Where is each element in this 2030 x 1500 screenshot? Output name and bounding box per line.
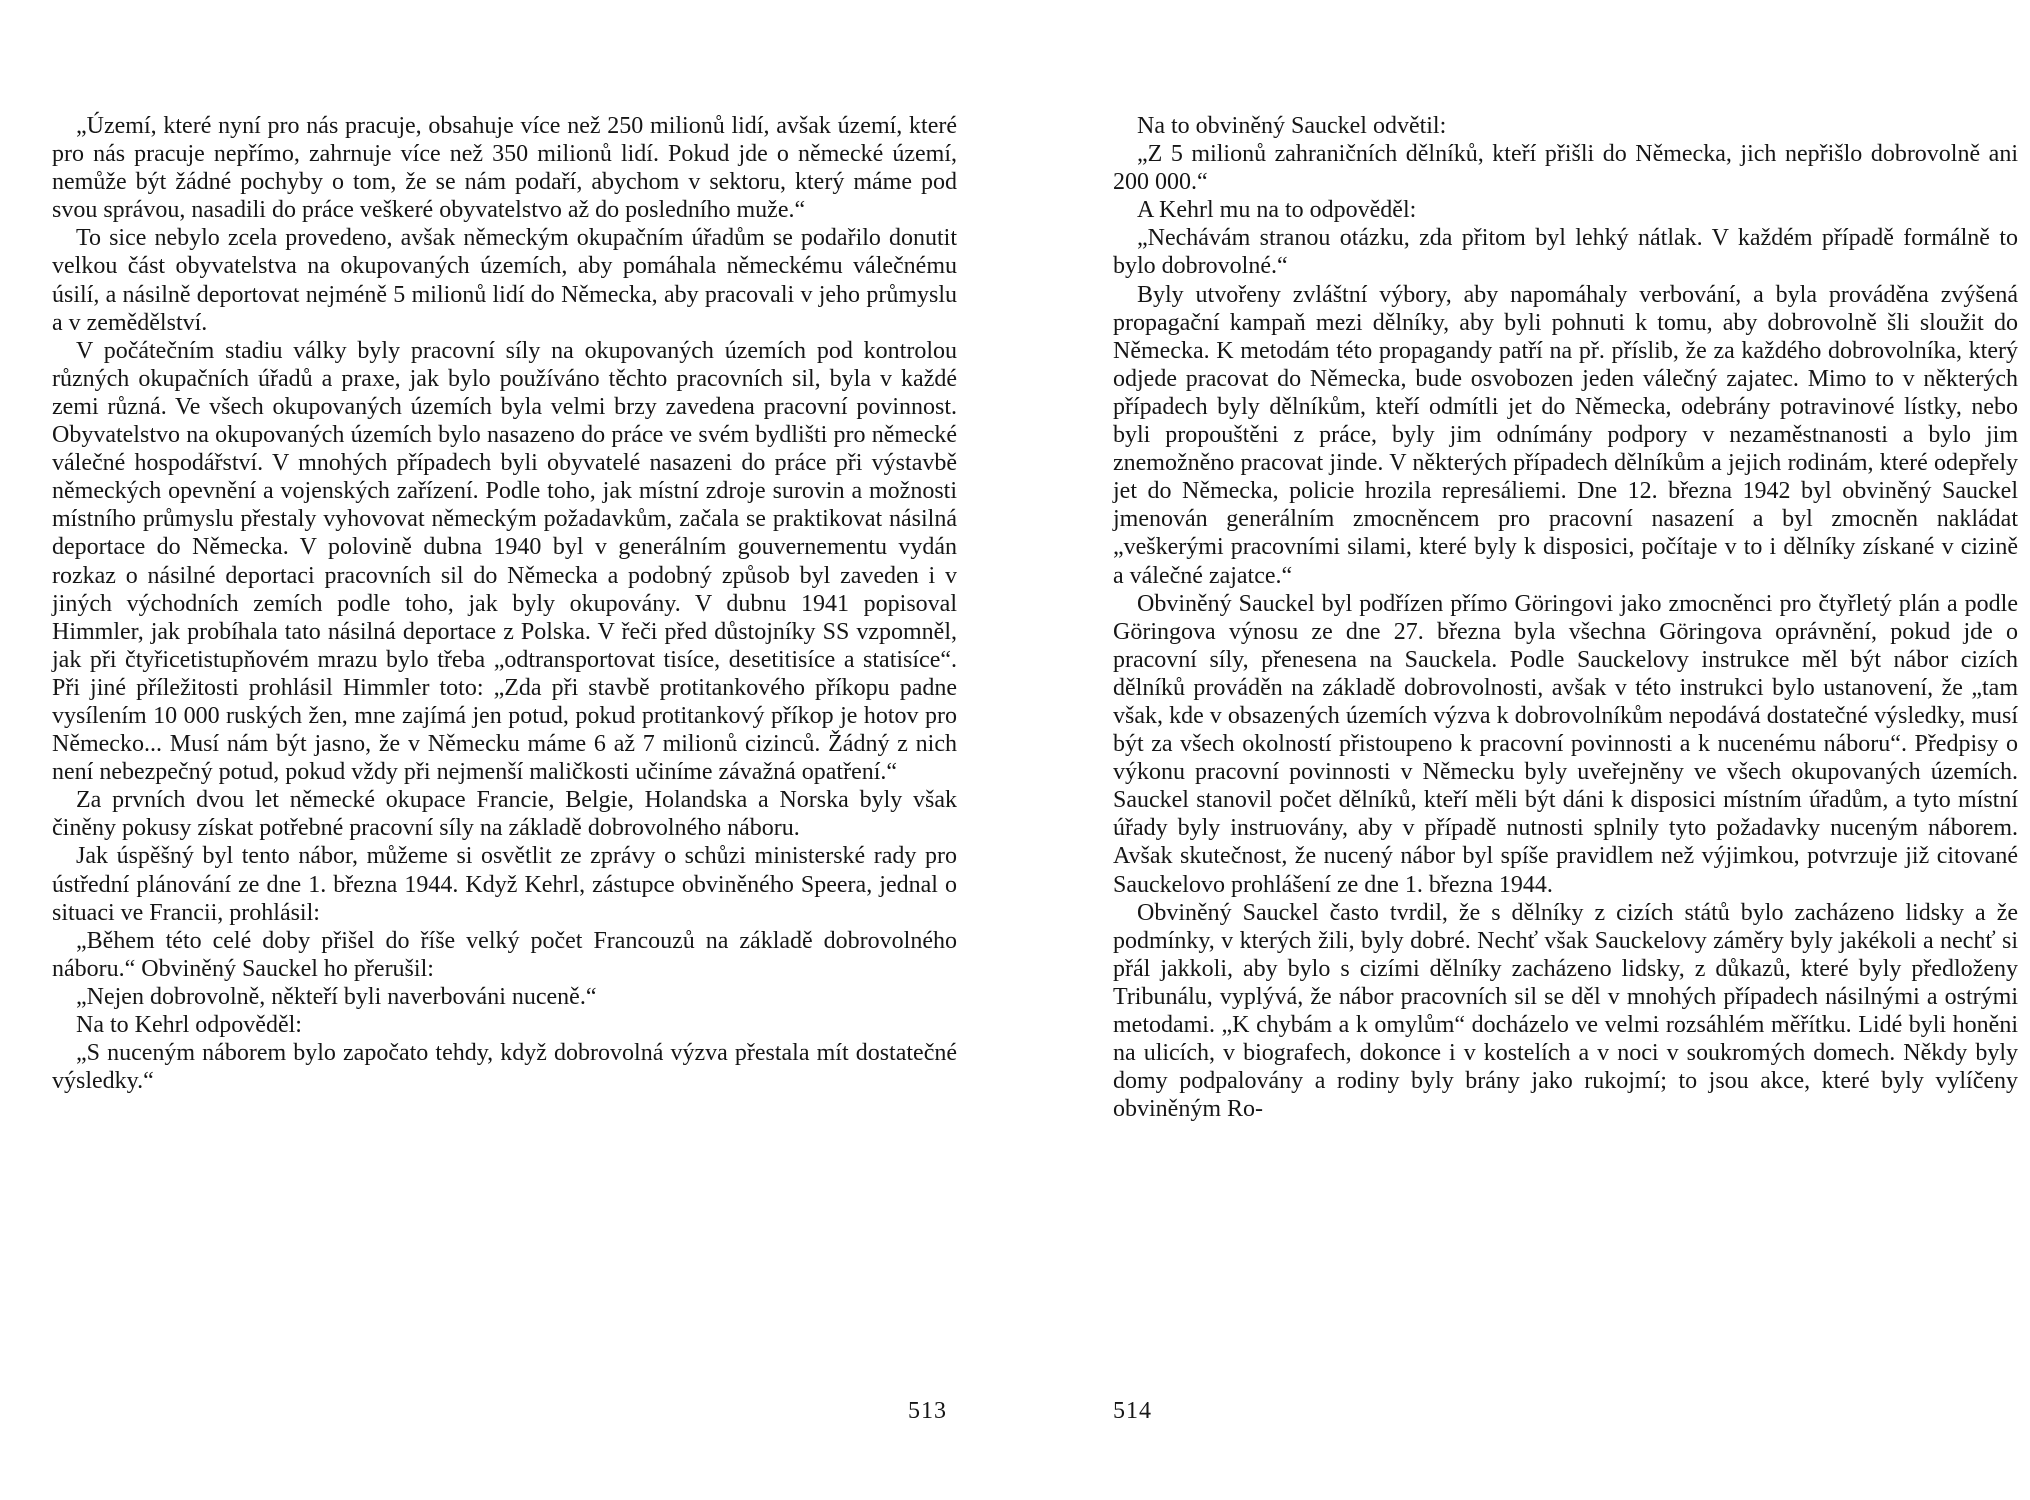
paragraph: „S nuceným náborem bylo započato tehdy, když dobrovolná výzva přestala mít dostatečné výsledky.“ xyxy=(52,1040,957,1095)
paragraph: „Z 5 milionů zahraničních dělníků, kteří přišli do Německa, jich nepřišlo dobrovolně ani 200 000.“ xyxy=(1113,141,2018,196)
paragraph: Na to obviněný Sauckel odvětil: xyxy=(1137,113,1447,139)
paragraph: „Území, které nyní pro nás pracuje, obsahuje více než 250 milionů lidí, avšak území, které pro nás pracuje nepřímo, zahrnuje více než 350 milionů lidí. Pokud jde o německé území, nemůže být žádné pochyby o tom, že se nám podaří, abychom v sektoru, který máme pod svou správou, nasadili do práce veškeré obyvatelstvo až do posledního muže.“ xyxy=(52,113,957,224)
paragraph: A Kehrl mu na to odpověděl: xyxy=(1137,197,1417,224)
paragraph: Na to Kehrl odpověděl: xyxy=(76,1012,302,1038)
right-page xyxy=(1015,0,2030,1500)
paragraph: Jak úspěšný byl tento nábor, můžeme si osvětlit ze zprávy o schůzi ministerské rady pro ústřední plánování ze dne 1. března 1944. Když Kehrl, zástupce obviněného Speera, jednal o situaci ve Francii, prohlásil: xyxy=(52,843,957,926)
paragraph: V počátečním stadiu války byly pracovní síly na okupovaných územích pod kontrolou různých okupačních úřadů a praxe, jak bylo používáno těchto pracovních sil, byla v každé zemi různá. Ve všech okupovaných územích byla velmi brzy zavedena pracovní povinnost. Obyvatelstvo na okupovaných územích bylo nasazeno do práce ve svém bydlišti pro německé válečné hospodářství. V mnohých případech byli obyvatelé nasazeni do práce při výstavbě německých opevnění a vojenských zařízení. Podle toho, jak místní zdroje surovin a možnosti místního průmyslu přestaly vyhovovat německým požadavkům, začala se praktikovat násilná deportace do Německa. V polovině dubna 1940 byl v generálním gouvernementu vydán rozkaz o násilné deportaci pracovních sil do Německa a podobný způsob byl zaveden i v jiných východních zemích podle toho, jak byly okupovány. V dubnu 1941 popisoval Himmler, jak probíhala tato násilná deportace z Polska. V řeči před důstojníky SS vzpomněl, jak při čtyřicetistupňovém mrazu bylo třeba „odtransportovat tisíce, desetitisíce a statisíce“. Při jiné příležitosti prohlásil Himmler toto: „Zda při stavbě protitankového příkopu padne vysílením 10 000 ruských žen, mne zajímá jen potud, pokud protitankový příkop je hotov pro Německo... Musí nám být jasno, že v Německu máme 6 až 7 milionů cizinců. Žádný z nich není nebezpečný potud, pokud vždy při nejmenší maličkosti učiníme závažná opatření.“ xyxy=(52,337,957,786)
page-number: 514 xyxy=(1113,1398,1152,1424)
paragraph: „Nejen dobrovolně, někteří byli naverbováni nuceně.“ xyxy=(76,983,597,1010)
paragraph: „Během této celé doby přišel do říše velký počet Francouzů na základě dobrovolného náboru.“ Obviněný Sauckel ho přerušil: xyxy=(52,927,957,982)
right-page-text-column xyxy=(1113,112,2018,1123)
page-number: 513 xyxy=(908,1398,947,1424)
paragraph: Za prvních dvou let německé okupace Francie, Belgie, Holandska a Norska byly však činěny pokusy získat potřebné pracovní síly na základě dobrovolného náboru. xyxy=(52,787,957,842)
paragraph: Obviněný Sauckel často tvrdil, že s dělníky z cizích států bylo zacházeno lidsky a že podmínky, v kterých žili, byly dobré. Nechť však Sauckelovy záměry byly jakékoli a nechť si přál jakkoli, aby bylo s cizími dělníky zacházeno lidsky, z důkazů, které byly předloženy Tribunálu, vyplývá, že nábor pracovních sil se děl v mnohých případech násilnými a ostrými metodami. „K chybám a k omylům“ docházelo ve velmi rozsáhlém měřítku. Lidé byli honěni na ulicích, v biografech, dokonce i v kostelích a v noci v soukromých domech. Někdy byly domy podpalovány a rodiny byly brány jako rukojmí; to jsou akce, které byly vylíčeny obviněným Ro- xyxy=(1113,899,2018,1123)
paragraph: „Nechávám stranou otázku, zda přitom byl lehký nátlak. V každém případě formálně to bylo dobrovolné.“ xyxy=(1113,225,2018,280)
paragraph: Obviněný Sauckel byl podřízen přímo Göringovi jako zmocněnci pro čtyřletý plán a podle Göringova výnosu ze dne 27. března byla všechna Göringova oprávnění, pokud jde o pracovní síly, přenesena na Sauckela. Podle Sauckelovy instrukce měl být nábor cizích dělníků prováděn na základě dobrovolnosti, avšak v této instrukci bylo ustanovení, že „tam však, kde v obsazených územích výzva k dobrovolníkům nepodává dostatečné výsledky, musí být za všech okolností přistoupeno k pracovní povinnosti a k nucenému náboru“. Předpisy o výkonu pracovní povinnosti v Německu byly uveřejněny ve všech okupovaných územích. Sauckel stanovil počet dělníků, kteří měli být dáni k disposici místním úřadům, a tyto místní úřady byly instruovány, aby v případě nutnosti splnily tyto požadavky nuceným náborem. Avšak skutečnost, že nucený nábor byl spíše pravidlem než výjimkou, potvrzuje již citované Sauckelovo prohlášení ze dne 1. března 1944. xyxy=(1113,590,2018,898)
paragraph: To sice nebylo zcela provedeno, avšak německým okupačním úřadům se podařilo donutit velkou část obyvatelstva na okupovaných územích, aby pomáhala německému válečnému úsilí, a násilně deportovat nejméně 5 milionů lidí do Německa, aby pracovali v jeho průmyslu a v zemědělství. xyxy=(52,225,957,336)
left-page-text-column xyxy=(52,112,957,1095)
paragraph: Byly utvořeny zvláštní výbory, aby napomáhaly verbování, a byla prováděna zvýšená propagační kampaň mezi dělníky, aby byli pohnuti k tomu, aby dobrovolně šli sloužit do Německa. K metodám této propagandy patří na př. příslib, že za každého dobrovolníka, který odjede pracovat do Německa, bude osvobozen jeden válečný zajatec. Mimo to v některých případech byly dělníkům, kteří odmítli jet do Německa, odebrány potravinové lístky, nebo byli propouštěni z práce, byly jim odnímány podpory v nezaměstnanosti a bylo jim znemožněno pracovat jinde. V některých případech dělníkům a jejich rodinám, které odepřely jet do Německa, policie hrozila represáliemi. Dne 12. března 1942 byl obviněný Sauckel jmenován generálním zmocněncem pro pracovní nasazení a byl zmocněn nakládat „veškerými pracovními silami, které byly k disposici, počítaje v to i dělníky získané v cizině a válečné zajatce.“ xyxy=(1113,281,2018,589)
